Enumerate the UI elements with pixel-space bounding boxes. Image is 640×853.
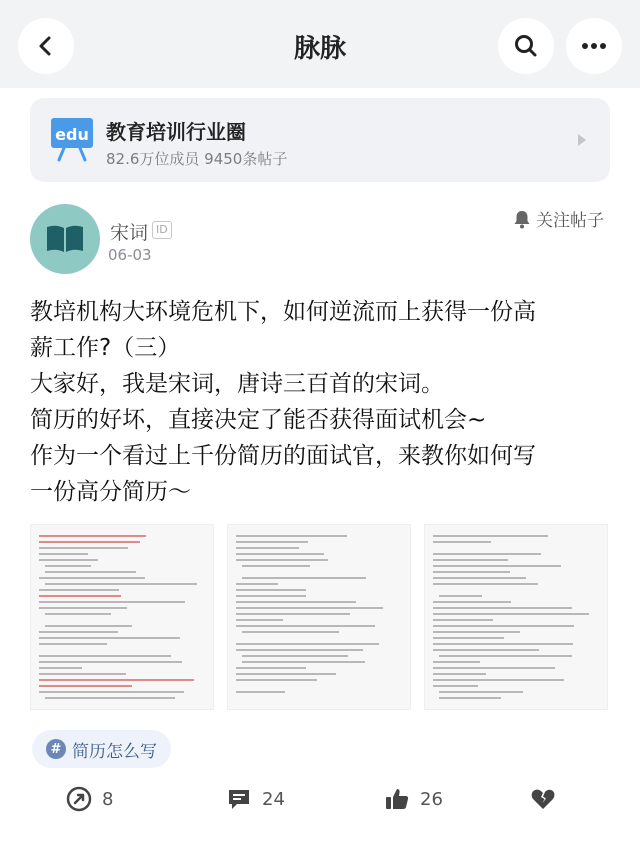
thumbnail-text-line [39, 661, 182, 663]
post-date: 06-03 [108, 246, 152, 264]
thumbnail-text-line [45, 697, 175, 699]
author-name[interactable]: 宋词 [110, 222, 149, 244]
thumbnail-text-line [39, 655, 171, 657]
thumbnail-text-line [433, 643, 573, 645]
more-button[interactable] [566, 18, 622, 74]
thumbnail-text-line [236, 643, 379, 645]
thumbnail-text-line [236, 589, 306, 591]
thumbnail-text-line [45, 613, 111, 615]
thumbnail-text-line [236, 691, 285, 693]
thumbnail-text-line [39, 589, 119, 591]
thumbnail-text-line [39, 631, 118, 633]
thumbnail-text-line [45, 565, 91, 567]
follow-post-button[interactable] [512, 206, 604, 231]
thumbnail-text-line [433, 535, 548, 537]
avatar[interactable] [30, 204, 100, 274]
thumbnail-text-line [236, 601, 356, 603]
thumbnail-text-line [433, 565, 561, 567]
thumbnail-text-line [236, 535, 347, 537]
thumbnail-text-line [39, 679, 194, 681]
id-badge: ID [152, 221, 172, 239]
share-icon [66, 786, 92, 812]
more-dots-icon [581, 42, 607, 50]
bell-icon [512, 209, 532, 229]
post-line: 教培机构大环境危机下，如何逆流而上获得一份高 [30, 299, 536, 325]
thumbnail-text-line [433, 613, 589, 615]
thumbnail-text-line [433, 601, 511, 603]
thumbnail-text-line [236, 679, 317, 681]
follow-label: 关注帖子 [536, 211, 604, 231]
chevron-right-icon [578, 134, 586, 146]
thumbnail-text-line [236, 559, 328, 561]
thumbnail-text-line [433, 625, 574, 627]
thumbnail-text-line [242, 655, 348, 657]
thumbnail-text-line [39, 535, 146, 537]
comment-icon [226, 786, 252, 812]
thumbnail-text-line [433, 583, 538, 585]
thumbnail-text-line [39, 577, 145, 579]
thumbnail-text-line [236, 553, 324, 555]
thumbnail-text-line [433, 607, 572, 609]
thumbnail-text-line [433, 673, 486, 675]
post-image-2[interactable] [227, 524, 411, 710]
thumbnail-text-line [433, 685, 478, 687]
thumbnail-text-line [433, 559, 508, 561]
thumbnail-text-line [433, 679, 564, 681]
comment-count: 24 [262, 788, 285, 810]
thumbnail-text-line [236, 595, 306, 597]
thumbnail-text-line [433, 649, 539, 651]
post-body [30, 294, 615, 510]
thumbnail-text-line [236, 673, 336, 675]
thumbnail-text-line [242, 661, 365, 663]
comment-button[interactable] [226, 786, 285, 812]
thumbnail-text-line [433, 667, 555, 669]
share-button[interactable] [66, 786, 113, 812]
broken-heart-icon [530, 786, 556, 812]
thumbnail-text-line [236, 667, 306, 669]
thumbnail-text-line [433, 541, 491, 543]
post-image-3[interactable] [424, 524, 608, 710]
thumbnail-text-line [236, 649, 363, 651]
thumbnail-text-line [433, 637, 504, 639]
thumbnail-text-line [39, 601, 185, 603]
share-count: 8 [102, 788, 114, 810]
thumbnail-text-line [39, 643, 107, 645]
thumbnail-text-line [39, 685, 132, 687]
like-count: 26 [420, 788, 443, 810]
thumbnail-text-line [433, 631, 520, 633]
image-gallery [30, 524, 610, 710]
thumbnail-text-line [433, 577, 526, 579]
thumbnail-text-line [39, 541, 140, 543]
thumbnail-text-line [236, 613, 350, 615]
svg-text:edu: edu [55, 125, 89, 144]
book-icon [45, 224, 85, 254]
thumbnail-text-line [39, 691, 184, 693]
like-button[interactable] [384, 786, 443, 812]
page-title: 脉脉 [293, 34, 346, 64]
thumbnail-text-line [45, 583, 197, 585]
thumbnail-text-line [439, 595, 482, 597]
thumbnail-text-line [439, 655, 572, 657]
thumbnail-text-line [236, 583, 278, 585]
post-line: 简历的好坏，直接决定了能否获得面试机会~ [30, 407, 487, 433]
thumbnail-text-line [39, 637, 180, 639]
search-button[interactable] [498, 18, 554, 74]
top-bar [0, 0, 640, 88]
thumbnail-text-line [236, 619, 283, 621]
thumbnail-text-line [433, 619, 493, 621]
thumbnail-text-line [236, 541, 308, 543]
circle-card[interactable] [30, 98, 610, 182]
thumbnail-text-line [236, 607, 383, 609]
thumbnail-text-line [39, 553, 88, 555]
thumbnail-text-line [45, 571, 136, 573]
thumbnail-text-line [236, 625, 375, 627]
thumbnail-text-line [45, 625, 132, 627]
action-bar [0, 786, 640, 826]
thumbnail-text-line [433, 571, 510, 573]
hashtag-icon: # [46, 739, 66, 759]
post-line: 薪工作?（三） [30, 335, 181, 361]
post-image-1[interactable] [30, 524, 214, 710]
circle-name: 教育培训行业圈 [106, 120, 246, 144]
thumbnail-text-line [242, 631, 339, 633]
thumbnail-text-line [236, 547, 299, 549]
dislike-button[interactable] [530, 786, 566, 812]
thumbnail-text-line [242, 565, 310, 567]
thumbnail-text-line [433, 553, 541, 555]
thumbnail-text-line [242, 577, 366, 579]
thumbnail-text-line [439, 691, 523, 693]
thumbnail-text-line [39, 673, 126, 675]
thumbnail-text-line [39, 595, 121, 597]
post-line: 大家好，我是宋词，唐诗三百首的宋词。 [30, 371, 444, 397]
topic-tag[interactable] [32, 730, 171, 768]
thumbnail-text-line [439, 697, 501, 699]
thumbnail-text-line [39, 607, 127, 609]
topic-tag-label: 简历怎么写 [72, 741, 157, 762]
thumbnail-text-line [39, 547, 128, 549]
thumbnail-text-line [39, 559, 98, 561]
thumbs-up-icon [384, 786, 410, 812]
edu-board-logo [50, 116, 94, 162]
post-line: 一份高分简历～ [30, 479, 191, 505]
circle-stats: 82.6万位成员 9450条帖子 [106, 150, 288, 168]
thumbnail-text-line [433, 661, 480, 663]
thumbnail-text-line [39, 667, 82, 669]
search-icon [513, 33, 539, 59]
post-line: 作为一个看过上千份简历的面试官，来教你如何写 [30, 443, 536, 469]
